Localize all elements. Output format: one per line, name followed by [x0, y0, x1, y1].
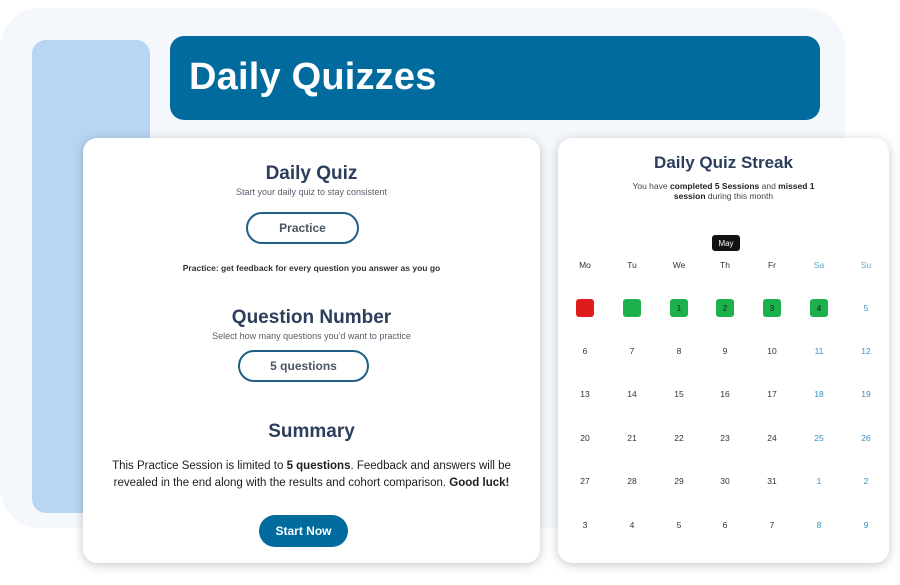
calendar-day[interactable]: 17 [767, 389, 777, 399]
calendar-day[interactable]: 30 [720, 476, 730, 486]
summary-title: Summary [268, 421, 355, 442]
calendar-day[interactable]: 7 [769, 520, 775, 530]
calendar-day[interactable]: 6 [722, 520, 728, 530]
calendar-day[interactable]: 22 [674, 433, 684, 443]
streak-title: Daily Quiz Streak [654, 153, 793, 172]
daily-quiz-title: Daily Quiz [265, 163, 358, 184]
weekday-th: Th [720, 260, 730, 270]
calendar-day[interactable]: 26 [861, 433, 871, 443]
calendar-day[interactable]: 27 [580, 476, 590, 486]
calendar-day[interactable]: 3 [582, 520, 588, 530]
calendar-day[interactable]: 29 [674, 476, 684, 486]
calendar-day[interactable]: 11 [814, 346, 824, 356]
calendar-day-missed[interactable] [576, 299, 594, 317]
practice-mode-button[interactable]: Practice [246, 212, 359, 244]
calendar-day[interactable]: 13 [580, 389, 590, 399]
question-number-title: Question Number [231, 307, 392, 328]
calendar-day[interactable]: 4 [629, 520, 635, 530]
start-now-button[interactable]: Start Now [259, 515, 348, 547]
calendar-day[interactable]: 10 [767, 346, 777, 356]
summary-text: This Practice Session is limited to 5 questions. Feedback and answers will be revealed in the end along with the results and cohort comparison. Good luck! [112, 460, 511, 489]
calendar-day-done[interactable]: 2 [716, 299, 734, 317]
daily-quiz-subtitle: Start your daily quiz to stay consistent [235, 187, 388, 197]
question-number-subtitle: Select how many questions you'd want to practice [212, 331, 411, 341]
calendar-day-done[interactable]: 3 [763, 299, 781, 317]
question-count-button[interactable]: 5 questions [238, 350, 369, 382]
calendar-day[interactable]: 15 [674, 389, 684, 399]
daily-quiz-card [83, 138, 540, 563]
calendar-day[interactable]: 2 [863, 476, 869, 486]
calendar-day-done[interactable]: 4 [810, 299, 828, 317]
calendar-day[interactable]: 5 [863, 303, 869, 313]
calendar-day[interactable]: 24 [767, 433, 777, 443]
calendar-day[interactable]: 12 [861, 346, 871, 356]
daily-quiz-streak-card [558, 138, 889, 563]
calendar-day[interactable]: 18 [814, 389, 824, 399]
calendar-day[interactable]: 6 [582, 346, 588, 356]
weekday-su: Su [860, 260, 872, 270]
calendar-day[interactable]: 19 [861, 389, 871, 399]
calendar-day-done[interactable] [623, 299, 641, 317]
calendar-day[interactable]: 28 [627, 476, 637, 486]
header-bar [170, 36, 820, 120]
calendar-day[interactable]: 16 [720, 389, 730, 399]
weekday-we: We [672, 260, 686, 270]
calendar-day[interactable]: 5 [676, 520, 682, 530]
month-badge: May [712, 235, 740, 251]
calendar-day[interactable]: 25 [814, 433, 824, 443]
calendar-day[interactable]: 21 [627, 433, 637, 443]
practice-mode-hint: Practice: get feedback for every question you answer as you go [182, 263, 441, 273]
calendar-day[interactable]: 20 [580, 433, 590, 443]
calendar-day[interactable]: 9 [863, 520, 869, 530]
weekday-fr: Fr [767, 260, 777, 270]
calendar-day[interactable]: 8 [676, 346, 682, 356]
calendar-day[interactable]: 31 [767, 476, 777, 486]
calendar-day[interactable]: 14 [627, 389, 637, 399]
streak-description: You have completed 5 Sessions and missed 1 session during this month [632, 181, 815, 201]
weekday-tu: Tu [627, 260, 637, 270]
calendar-day[interactable]: 9 [722, 346, 728, 356]
calendar-day[interactable]: 1 [816, 476, 822, 486]
page-title: Daily Quizzes [189, 56, 437, 98]
calendar-day[interactable]: 23 [720, 433, 730, 443]
calendar-day-done[interactable]: 1 [670, 299, 688, 317]
weekday-sa: Sa [813, 260, 825, 270]
calendar-day[interactable]: 7 [629, 346, 635, 356]
calendar-day[interactable]: 8 [816, 520, 822, 530]
weekday-mo: Mo [579, 260, 591, 270]
